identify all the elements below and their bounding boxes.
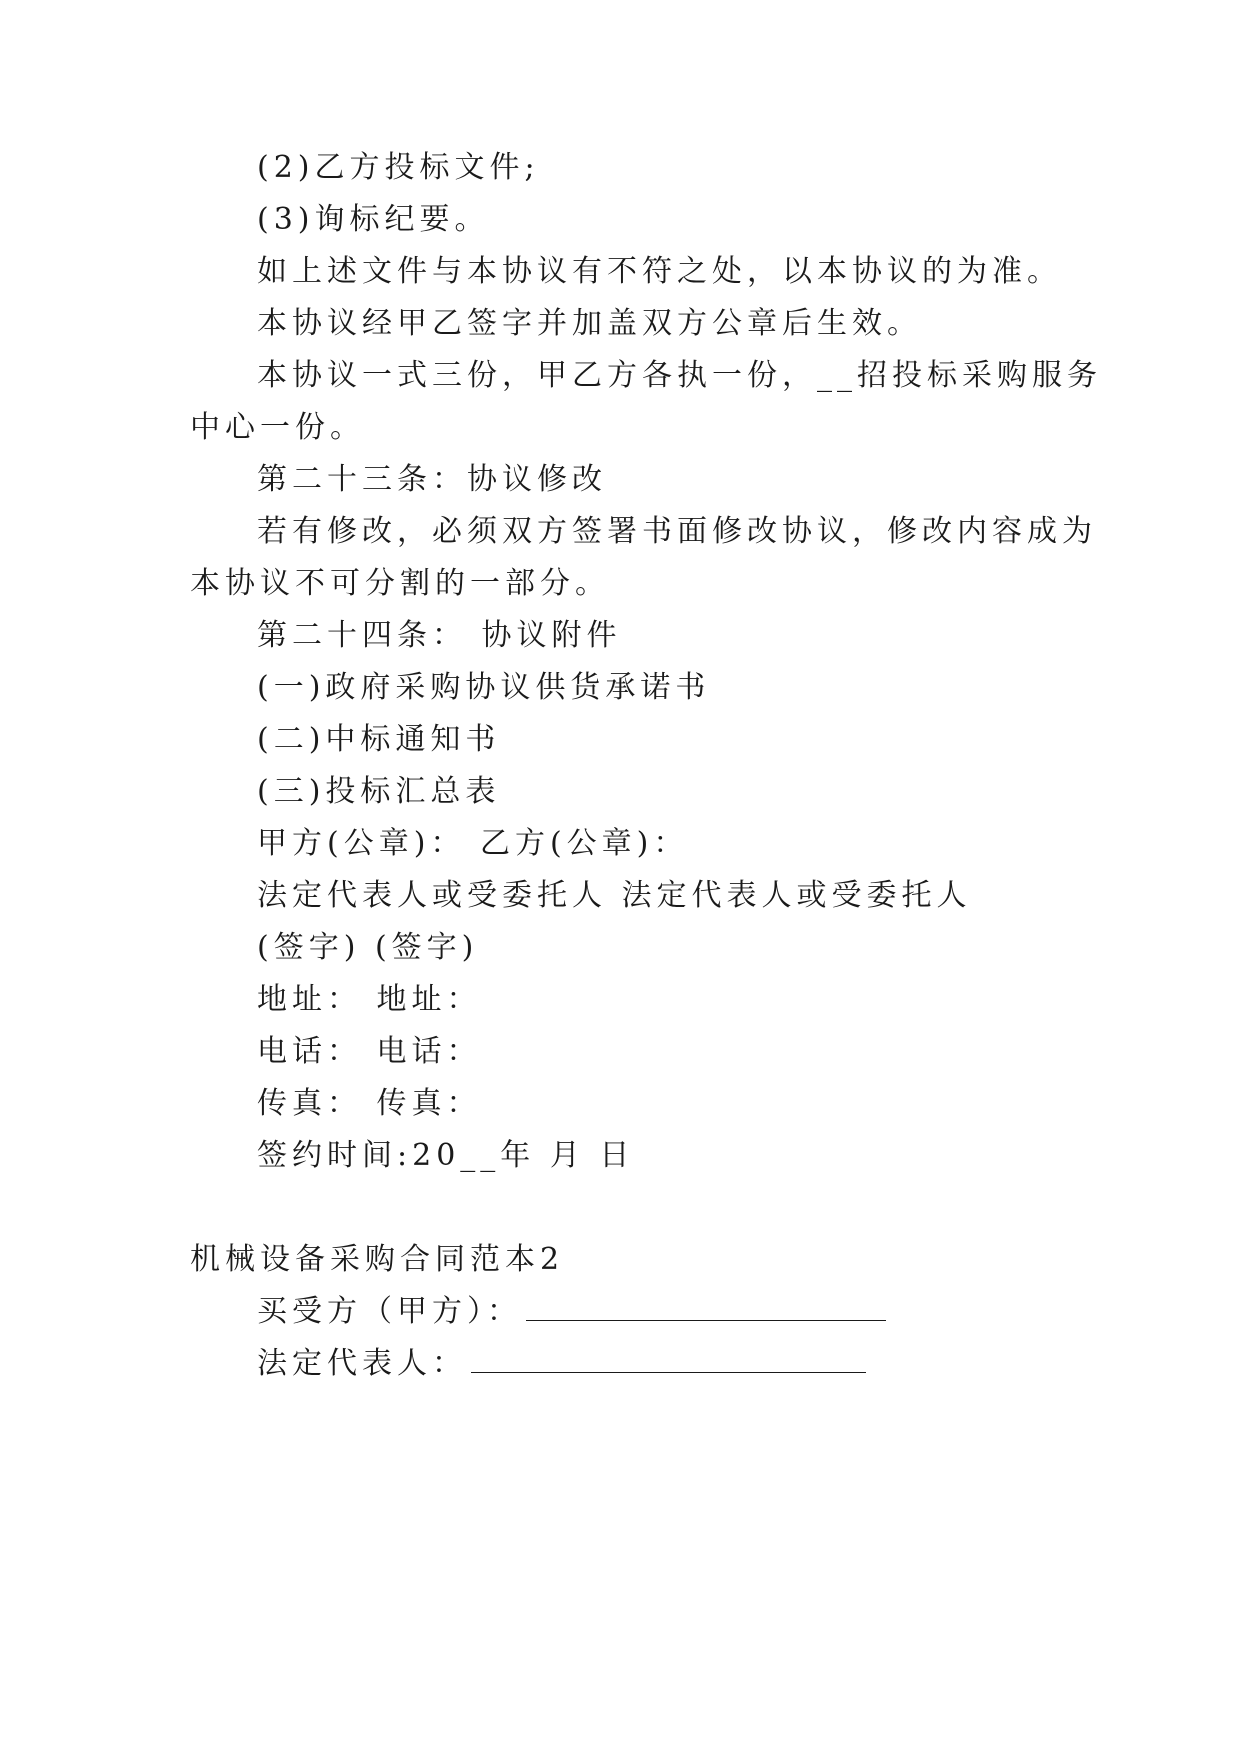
signature-date: 签约时间:20__年 月 日 [257, 1138, 635, 1173]
clause-heading: 第二十四条： 协议附件 [257, 618, 622, 653]
text-line: 本协议一式三份，甲乙方各执一份，__招投标采购服务 [257, 358, 1102, 393]
text-line: 本协议经甲乙签字并加盖双方公章后生效。 [257, 306, 922, 341]
attachment-item: (三)投标汇总表 [257, 774, 501, 809]
signature-line: 地址： 地址： [257, 982, 482, 1017]
signature-line: 甲方(公章)： 乙方(公章)： [257, 826, 689, 861]
legal-rep-blank [471, 1346, 866, 1373]
buyer-label: 买受方（甲方）： [257, 1294, 522, 1329]
text-line: 中心一份。 [190, 410, 365, 445]
signature-line: 法定代表人或受委托人 法定代表人或受委托人 [257, 878, 972, 913]
legal-rep-label: 法定代表人： [257, 1346, 467, 1381]
legal-rep-field [257, 1344, 866, 1384]
attachment-item: (二)中标通知书 [257, 722, 501, 757]
attachment-item: (一)政府采购协议供货承诺书 [257, 670, 711, 705]
text-line: 若有修改，必须双方签署书面修改协议，修改内容成为 [257, 514, 1097, 549]
text-line: 本协议不可分割的一部分。 [190, 566, 610, 601]
buyer-blank [526, 1294, 886, 1321]
text-line: (2)乙方投标文件; [257, 150, 540, 185]
signature-line: (签字) (签字) [257, 930, 479, 965]
clause-heading: 第二十三条：协议修改 [257, 462, 607, 497]
text-line: 如上述文件与本协议有不符之处，以本协议的为准。 [257, 254, 1062, 289]
buyer-field [257, 1292, 886, 1332]
signature-line: 电话： 电话： [257, 1034, 482, 1069]
section-title: 机械设备采购合同范本2 [190, 1242, 565, 1277]
text-line: (3)询标纪要。 [257, 202, 490, 237]
signature-line: 传真： 传真： [257, 1086, 482, 1121]
